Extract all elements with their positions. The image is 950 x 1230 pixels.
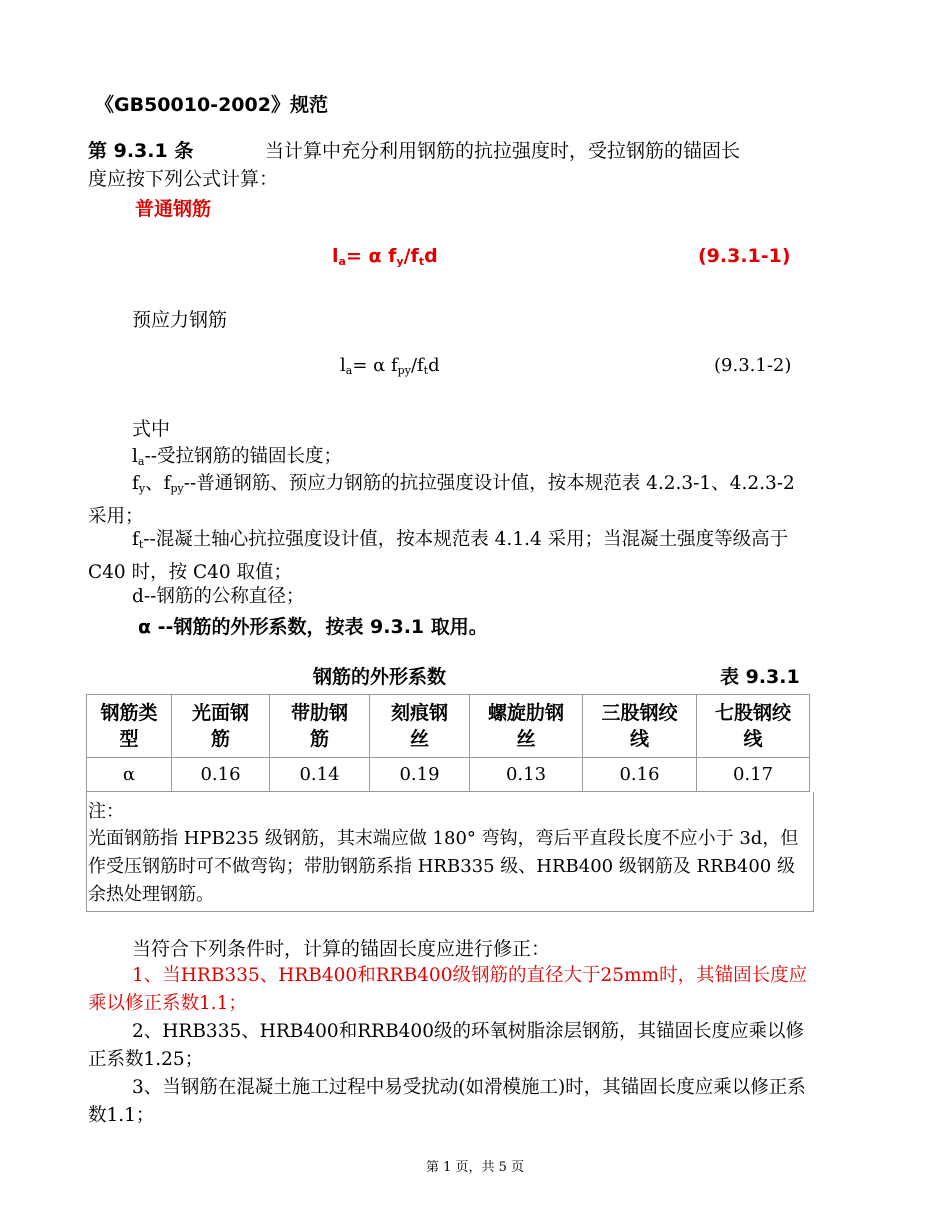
modification-item-1: 1、当HRB335、HRB400和RRB400级钢筋的直径大于25mm时，其锚固长度应乘以修正系数1.1； [88, 965, 808, 1014]
definition-la: $l_a--$受拉钢筋的锚固长度； [132, 446, 342, 468]
table-cell: 0.14 [270, 758, 370, 792]
table-header-cell: 带肋钢 筋 [270, 695, 370, 758]
table-number: 表 9.3.1 [720, 666, 800, 688]
table-header-cell: 螺旋肋钢 丝 [470, 695, 583, 758]
modification-intro: 当符合下列条件时，计算的锚固长度应进行修正： [132, 938, 551, 960]
table-row [87, 758, 810, 792]
table-header-cell: 光面钢 筋 [172, 695, 270, 758]
table-header-row [87, 695, 810, 758]
formula-prestressed-number: (9.3.1-2) [714, 355, 792, 376]
clause-text-line1: 当计算中充分利用钢筋的抗拉强度时，受拉钢筋的锚固长 [265, 140, 741, 162]
table-cell: 0.16 [172, 758, 270, 792]
table-caption: 钢筋的外形系数 [313, 666, 447, 688]
table-header-cell: 三股钢绞 线 [583, 695, 697, 758]
coefficient-table [86, 694, 810, 792]
document-title: 《GB50010-2002》规范 [95, 94, 328, 116]
definition-alpha: α --钢筋的外形系数，按表 9.3.1 取用。 [138, 616, 488, 638]
clause-number: 第 9.3.1 条 [88, 140, 194, 162]
table-cell: 0.17 [697, 758, 810, 792]
table-note-label: 注： [88, 801, 124, 822]
formula-prestressed: $l_a= \alpha$ $f_{py}/f_td$ [340, 355, 440, 377]
table-header-cell: 刻痕钢 丝 [370, 695, 470, 758]
where-label: 式中 [132, 418, 171, 440]
table-cell: 0.13 [470, 758, 583, 792]
table-cell: α [87, 758, 172, 792]
modification-item-3: 3、当钢筋在混凝土施工过程中易受扰动(如滑模施工)时，其锚固长度应乘以修正系数1.1； [88, 1077, 806, 1126]
page-footer: 第 1 页，共 5 页 [425, 1160, 525, 1175]
definition-fy-fpy: $f_y$、$f_{py}--$普通钢筋、预应力钢筋的抗拉强度设计值，按本规范表 4.2.3-1、4.2.3-2 采用； [88, 473, 795, 527]
table-cell: 0.16 [583, 758, 697, 792]
table-header-cell: 七股钢绞 线 [697, 695, 810, 758]
table-note-text: 光面钢筋指 HPB235 级钢筋，其末端应做 180° 弯钩，弯后平直段长度不应小于 3d，但作受压钢筋时可不做弯钩；带肋钢筋系指 HRB335 级、HRB400 级钢筋及 RRB400 级余热处理钢筋。 [88, 828, 799, 905]
definition-d: d--钢筋的公称直径； [132, 586, 305, 607]
table-cell: 0.19 [370, 758, 470, 792]
table-header-cell: 钢筋类 型 [87, 695, 172, 758]
clause-text-line2: 度应按下列公式计算： [88, 168, 279, 190]
modification-item-2: 2、HRB335、HRB400和RRB400级的环氧树脂涂层钢筋，其锚固长度应乘以修正系数1.25； [88, 1021, 804, 1070]
heading-ordinary-rebar: 普通钢筋 [135, 198, 212, 220]
formula-ordinary: $l_a= \alpha$ $f_y/f_td$ [332, 245, 438, 268]
heading-prestressed-rebar: 预应力钢筋 [132, 309, 228, 331]
definition-ft: $f_t--$混凝土轴心抗拉强度设计值，按本规范表 4.1.4 采用；当混凝土强度等级高于 C40 时，按 C40 取值； [88, 529, 789, 583]
formula-ordinary-number: (9.3.1-1) [698, 245, 791, 267]
